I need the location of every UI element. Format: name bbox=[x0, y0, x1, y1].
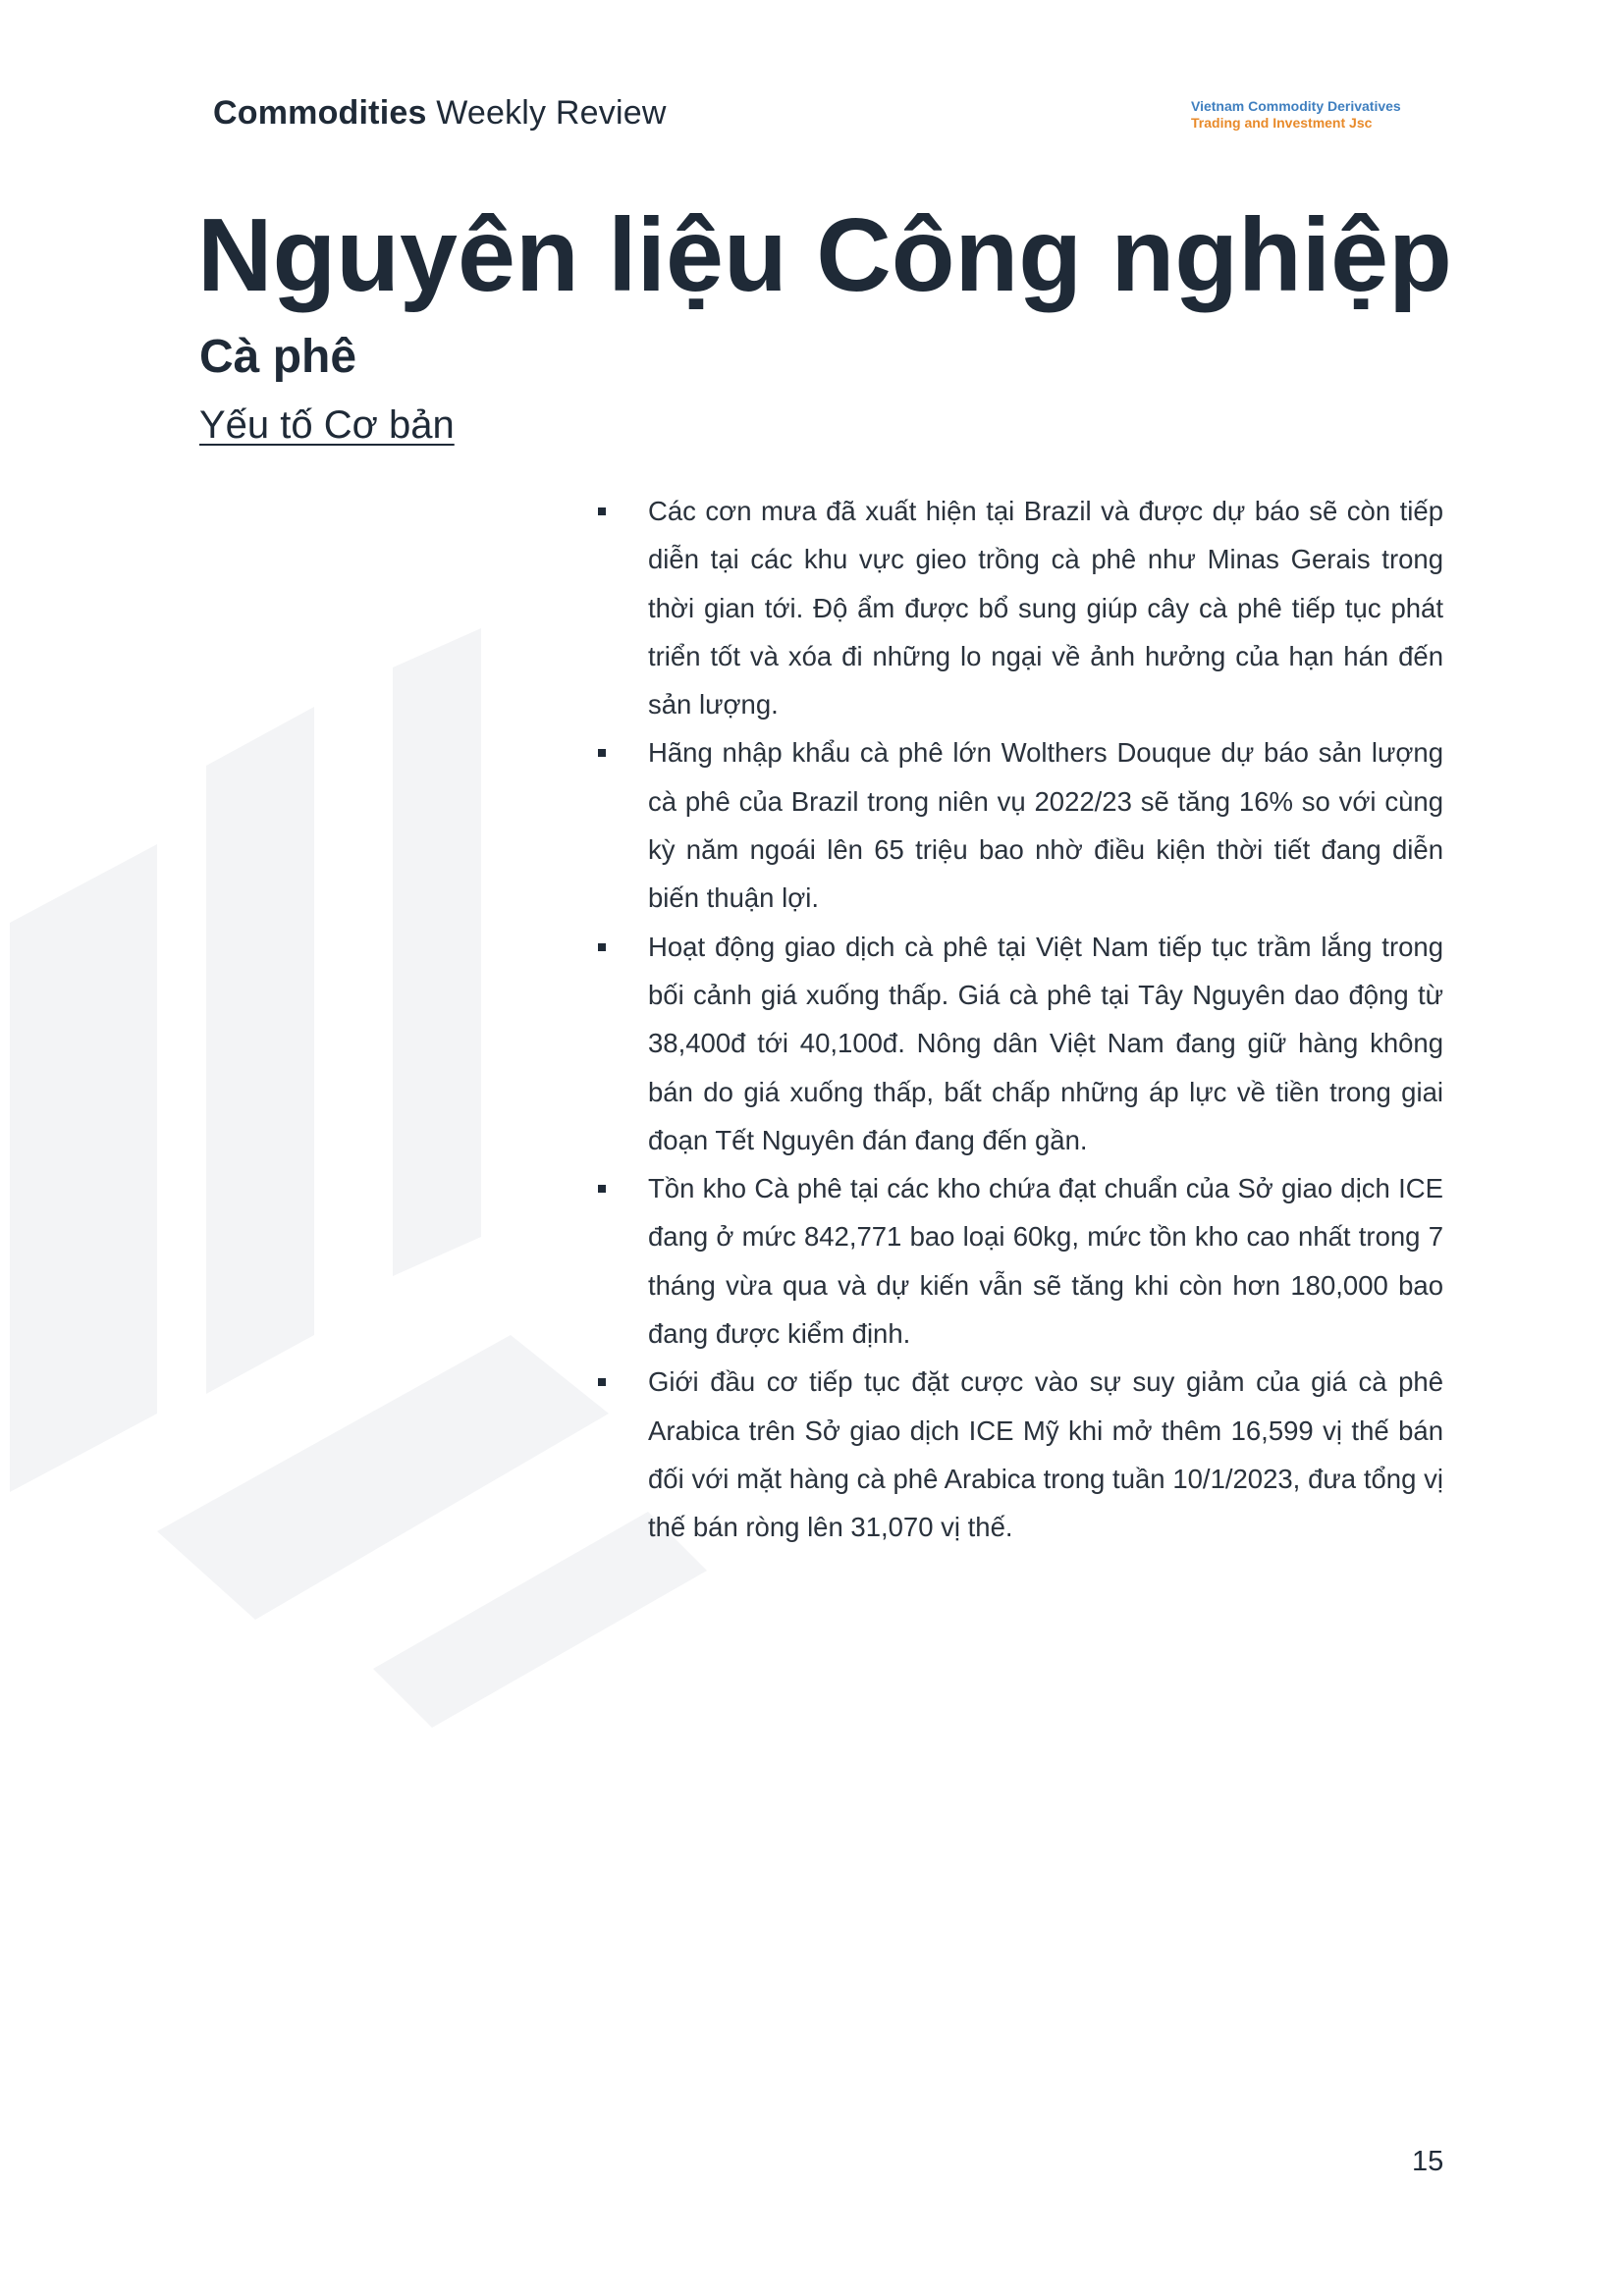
square-bullet-icon bbox=[598, 507, 606, 515]
bullet-item bbox=[589, 728, 1443, 922]
bullet-text: Hoạt động giao dịch cà phê tại Việt Nam tiếp tục trầm lắng trong bối cảnh giá xuống thấp. Giá cà phê tại Tây Nguyên dao động từ 38,400đ tới 40,100đ. Nông dân Việt Nam đang giữ hàng không bán do giá xuống thấp, bất chấp những áp lực về tiền trong giai đoạn Tết Nguyên đán đang đến gần. bbox=[648, 931, 1443, 1155]
page-subtitle: Cà phê bbox=[199, 331, 357, 383]
header-title-rest: Weekly Review bbox=[426, 94, 667, 132]
bullet-text: Giới đầu cơ tiếp tục đặt cược vào sự suy giảm của giá cà phê Arabica trên Sở giao dịch ICE Mỹ khi mở thêm 16,599 vị thế bán đối với mặt hàng cà phê Arabica trong tuần 10/1/2023, đưa tổng vị thế bán ròng lên 31,070 vị thế. bbox=[648, 1366, 1443, 1543]
bullet-item bbox=[589, 923, 1443, 1164]
square-bullet-icon bbox=[598, 1185, 606, 1193]
bullet-text: Tồn kho Cà phê tại các kho chứa đạt chuẩn của Sở giao dịch ICE đang ở mức 842,771 bao loại 60kg, mức tồn kho cao nhất trong 7 tháng vừa qua và dự kiến vẫn sẽ tăng khi còn hơn 180,000 bao đang được kiểm định. bbox=[648, 1173, 1443, 1350]
bullet-item bbox=[589, 487, 1443, 728]
bullet-item bbox=[589, 1164, 1443, 1358]
section-heading: Yếu tố Cơ bản bbox=[199, 403, 455, 447]
square-bullet-icon bbox=[598, 749, 606, 757]
page-title: Nguyên liệu Công nghiệp bbox=[197, 197, 1452, 313]
page-number: 15 bbox=[1412, 2146, 1444, 2177]
bullet-text: Các cơn mưa đã xuất hiện tại Brazil và được dự báo sẽ còn tiếp diễn tại các khu vực gieo trồng cà phê như Minas Gerais trong thời gian tới. Độ ẩm được bổ sung giúp cây cà phê tiếp tục phát triển tốt và xóa đi những lo ngại về ảnh hưởng của hạn hán đến sản lượng. bbox=[648, 496, 1443, 721]
header-title-bold: Commodities bbox=[213, 94, 427, 132]
square-bullet-icon bbox=[598, 1378, 606, 1386]
logo-line-2: Trading and Investment Jsc bbox=[1191, 115, 1373, 131]
company-logo bbox=[1191, 98, 1401, 132]
bullet-list bbox=[589, 487, 1443, 1552]
report-header bbox=[213, 94, 667, 133]
square-bullet-icon bbox=[598, 943, 606, 951]
bullet-text: Hãng nhập khẩu cà phê lớn Wolthers Douque dự báo sản lượng cà phê của Brazil trong niên vụ 2022/23 sẽ tăng 16% so với cùng kỳ năm ngoái lên 65 triệu bao nhờ điều kiện thời tiết đang diễn biến thuận lợi. bbox=[648, 737, 1443, 914]
logo-line-1: Vietnam Commodity Derivatives bbox=[1191, 98, 1401, 114]
bullet-item bbox=[589, 1358, 1443, 1551]
